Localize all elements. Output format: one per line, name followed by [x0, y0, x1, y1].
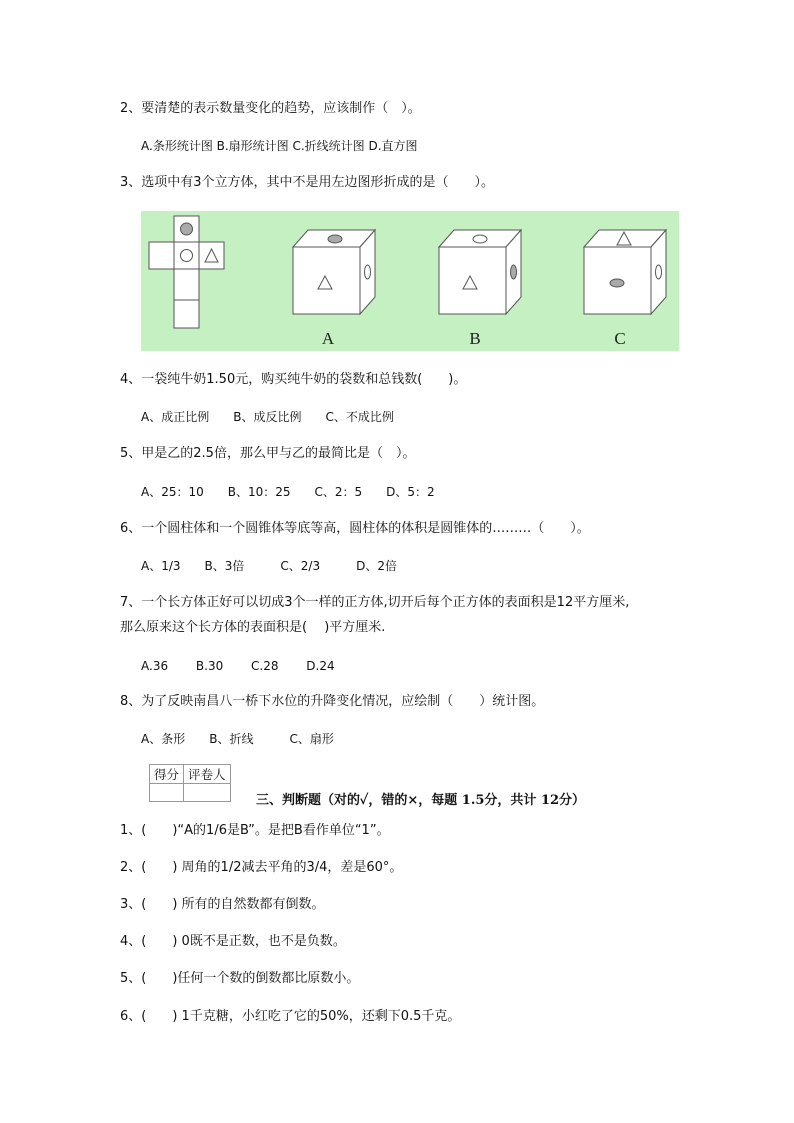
question-8-text: 8、为了反映南昌八一桥下水位的升降变化情况，应绘制（ ）统计图。 — [120, 694, 545, 709]
judge-item: 2、( ) 周角的1/2减去平角的3/4，差是60°。 — [120, 860, 403, 875]
question-5-text: 5、甲是乙的2.5倍，那么甲与乙的最简比是（ ）。 — [120, 446, 416, 461]
option-a-label: A — [321, 329, 335, 348]
judge-item: 5、( )任何一个数的倒数都比原数小。 — [120, 971, 360, 986]
option-c-label: C — [614, 329, 626, 348]
question-6-options: A、1/3 B、3倍 C、2/3 D、2倍 — [141, 559, 397, 573]
judge-item: 4、( ) 0既不是正数，也不是负数。 — [120, 934, 346, 949]
grader-cell[interactable] — [184, 784, 231, 802]
question-5-options: A、25：10 B、10：25 C、2：5 D、5：2 — [141, 485, 435, 499]
question-4-options: A、成正比例 B、成反比例 C、不成比例 — [141, 410, 394, 424]
score-header: 得分 — [150, 765, 184, 784]
cube-a — [293, 230, 375, 314]
section-title: 三、判断题（对的✓，错的×，每题 1.5分，共计 12分） — [256, 793, 586, 808]
option-b-label: B — [469, 329, 481, 348]
grader-header: 评卷人 — [184, 765, 231, 784]
question-7-text-line1: 7、一个长方体正好可以切成3个一样的正方体,切开后每个正方体的表面积是12平方厘米, — [120, 595, 630, 610]
score-cell[interactable] — [150, 784, 184, 802]
score-table — [149, 764, 231, 802]
question-2-text: 2、要清楚的表示数量变化的趋势，应该制作（ ）。 — [120, 101, 421, 116]
question-2-options: A.条形统计图 B.扇形统计图 C.折线统计图 D.直方图 — [141, 139, 418, 153]
cube-c — [584, 230, 666, 314]
judge-item: 1、( )“A的1/6是B”。是把B看作单位“1”。 — [120, 823, 390, 838]
question-3-text: 3、选项中有3个立方体，其中不是用左边图形折成的是（ ）。 — [120, 175, 495, 190]
cube-b — [439, 230, 521, 314]
question-4-text: 4、一袋纯牛奶1.50元，购买纯牛奶的袋数和总钱数( )。 — [120, 372, 467, 387]
question-6-text: 6、一个圆柱体和一个圆锥体等底等高，圆柱体的体积是圆锥体的………（ ）。 — [120, 521, 590, 536]
judge-item: 3、( ) 所有的自然数都有倒数。 — [120, 897, 325, 912]
question-7-text-line2: 那么原来这个长方体的表面积是( )平方厘米. — [120, 620, 386, 635]
cube-figure-svg — [141, 211, 679, 351]
judge-item: 6、( ) 1千克糖，小红吃了它的50%，还剩下0.5千克。 — [120, 1009, 461, 1024]
cube-net — [149, 216, 224, 328]
question-8-options: A、条形 B、折线 C、扇形 — [141, 732, 334, 746]
cube-net-figure — [141, 211, 679, 351]
question-7-options: A.36 B.30 C.28 D.24 — [141, 659, 335, 673]
